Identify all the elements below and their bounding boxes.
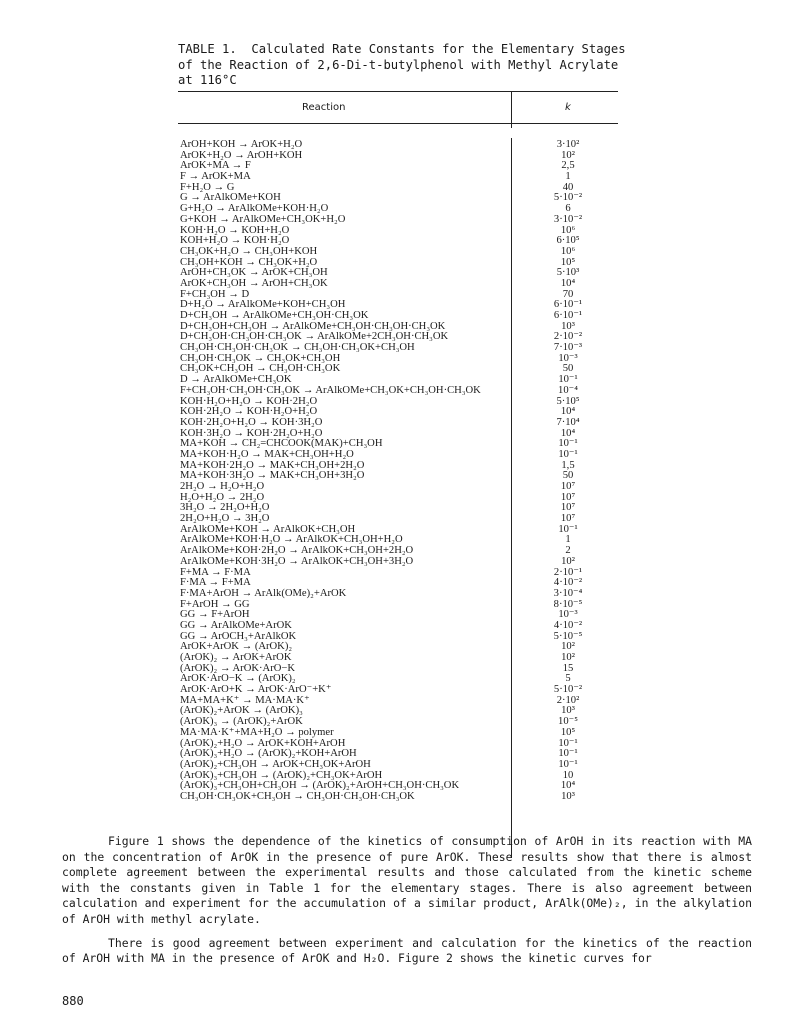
rate-constant-cell: 3·10² [556, 139, 580, 150]
table-caption: TABLE 1. Calculated Rate Constants for the Elementary Stages of the Reaction of 2,6-Di-t-butylphenol with Methyl Acrylate at 116°C [178, 42, 626, 87]
rate-constant-cell: 10⁻¹ [558, 737, 578, 749]
rate-constant-cell: 10 [562, 769, 574, 781]
rate-constant-cell: 70 [562, 288, 574, 300]
reaction-cell: GG → F+ArOH [180, 609, 250, 621]
rate-constant-cell: 3·10⁻² [553, 213, 583, 225]
rate-constant-cell: 10⁷ [560, 513, 576, 525]
reaction-cell: KOH·H₂O+H₂O → KOH·2H₂O [180, 395, 318, 407]
rate-constant-cell: 6·10⁻¹ [553, 310, 583, 321]
reaction-cell: MA·MA·K⁺+MA+H₂O → polymer [180, 726, 334, 738]
reaction-cell: CH₃OK+H₂O → CH₃OH+KOH [180, 245, 318, 257]
reaction-cell: F·MA+ArOH → ArAlk(OMe)₂+ArOK [180, 587, 347, 599]
reaction-cell: MA+KOH·H₂O → MAK+CH₃OH+H₂O [180, 448, 354, 460]
reaction-cell: (ArOK)₂ → ArOK·ArO−K [180, 662, 295, 674]
reaction-cell: ArAlkOMe+KOH·3H₂O → ArAlkOK+CH₃OH+3H₂O [180, 555, 414, 567]
rate-constant-cell: 10⁴ [560, 406, 576, 418]
rate-constant-cell: 10⁴ [560, 427, 576, 439]
rate-constant-cell: 5·10⁻² [553, 192, 583, 204]
rate-constant-cell: 5·10⁵ [556, 395, 580, 407]
rate-constant-cell: 50 [562, 363, 574, 375]
rate-constant-cell: 3·10⁻⁴ [553, 587, 583, 599]
reaction-cell: 2H₂O+H₂O → 3H₂O [180, 513, 270, 525]
rate-constant-cell: 10⁷ [560, 481, 576, 492]
rate-constant-cell: 10⁵ [560, 256, 576, 268]
rate-constant-cell: 40 [562, 181, 574, 193]
rate-constant-cell: 10⁻⁵ [558, 716, 578, 728]
rate-constant-cell: 5·10⁻² [553, 684, 583, 696]
rate-constant-cell: 5·10³ [556, 267, 580, 279]
rate-constant-cell: 2,5 [561, 160, 575, 172]
reaction-cell: CH₃OH·CH₃OH·CH₃OK → CH₃OH·CH₃OK+CH₃OH [180, 342, 415, 354]
paragraph-2: There is good agreement between experiment and calculation for the kinetics of the reaction of ArOH with MA in the presence of ArOK and H₂O. Figure 2 shows the kinetic curves for [62, 935, 752, 966]
reaction-cell: ArOK+H₂O → ArOH+KOH [180, 149, 303, 161]
rate-constant-cell: 7·10⁴ [556, 416, 580, 428]
reaction-cell: GG → ArOCH₃+ArAlkOK [180, 630, 297, 642]
rate-constant-cell: 6 [565, 203, 571, 215]
rate-constant-cell: 10² [561, 652, 575, 663]
rate-constant-cell: 2 [565, 545, 571, 557]
rate-constant-cell: 5 [565, 673, 571, 685]
rate-constant-cell: 4·10⁻² [553, 619, 583, 631]
reaction-cell: F+ArOH → GG [180, 598, 250, 610]
rate-constant-cell: 5·10⁻⁵ [553, 630, 583, 642]
reaction-cell: ArOK+CH₃OH → ArOH+CH₃OK [180, 277, 328, 289]
reaction-cell: (ArOK)₂+H₂O → ArOK+KOH+ArOH [180, 737, 346, 749]
rate-constant-cell: 10³ [561, 705, 575, 717]
rate-constant-cell: 10⁻¹ [558, 523, 578, 535]
rate-constant-cell: 10⁴ [560, 277, 576, 289]
rate-constant-cell: 6·10⁻¹ [553, 299, 583, 311]
reaction-cell: ArAlkOMe+KOH → ArAlkOK+CH₃OH [180, 523, 356, 535]
reaction-cell: D+CH₃OH·CH₃OH·CH₃OK → ArAlkOMe+2CH₃OH·CH₃OK [180, 331, 449, 343]
reaction-cell: D+CH₃OH → ArAlkOMe+CH₃OH·CH₃OK [180, 310, 369, 321]
reaction-cell: ArOH+CH₃OK → ArOK+CH₃OH [180, 267, 328, 279]
rate-constant-cell: 2·10² [556, 694, 580, 706]
column-header-k: k [565, 102, 571, 113]
rate-constant-cell: 10⁶ [560, 245, 576, 257]
reaction-cell: CH₃OH·CH₃OK+CH₃OH → CH₃OH·CH₃OH·CH₃OK [180, 790, 415, 802]
rate-constant-cell: 10³ [561, 320, 575, 332]
reaction-cell: 2H₂O → H₂O+H₂O [180, 481, 265, 492]
reaction-cell: ArOK+MA → F [180, 160, 251, 172]
reaction-cell: (ArOK)₃+CH₃OH+CH₃OH → (ArOK)₂+ArOH+CH₃OH·CH₃OK [180, 780, 460, 792]
rate-constant-cell: 10⁻³ [558, 609, 578, 621]
table-header-rule [178, 123, 618, 124]
rate-constant-cell: 10² [561, 149, 575, 161]
rate-constant-cell: 10⁻¹ [558, 374, 578, 386]
reaction-cell: (ArOK)₂ → ArOK+ArOK [180, 652, 292, 663]
table-top-rule [178, 91, 618, 92]
rate-constant-cell: 15 [562, 662, 574, 674]
rate-constant-cell: 10⁻³ [558, 352, 578, 364]
rate-constant-cell: 10² [561, 555, 575, 567]
reaction-cell: (ArOK)₂+CH₃OH → ArOK+CH₃OK+ArOH [180, 758, 371, 770]
reaction-cell: KOH·2H₂O+H₂O → KOH·3H₂O [180, 416, 323, 428]
reaction-cell: H₂O+H₂O → 2H₂O [180, 491, 265, 503]
reaction-cell: F+CH₃OH·CH₃OH·CH₃OK → ArAlkOMe+CH₃OK+CH₃OH·CH₃OK [180, 384, 481, 396]
rate-constant-cell: 10⁵ [560, 726, 576, 738]
rate-constant-cell: 50 [562, 470, 574, 482]
rate-constant-cell: 10² [561, 641, 575, 653]
reaction-cell: 3H₂O → 2H₂O+H₂O [180, 502, 270, 514]
rate-constant-cell: 10⁻¹ [558, 758, 578, 770]
reaction-cell: MA+KOH·3H₂O → MAK+CH₃OH+3H₂O [180, 470, 365, 482]
rate-constant-cell: 1 [565, 534, 571, 546]
page-number: 880 [62, 994, 84, 1008]
reaction-cell: KOH·2H₂O → KOH·H₂O+H₂O [180, 406, 318, 418]
reaction-cell: ArAlkOMe+KOH·H₂O → ArAlkOK+CH₃OH+H₂O [180, 534, 403, 546]
reaction-cell: D → ArAlkOMe+CH₃OK [180, 374, 292, 386]
reaction-cell: D+CH₃OH+CH₃OH → ArAlkOMe+CH₃OH·CH₃OH·CH₃OK [180, 320, 446, 332]
rate-constant-cell: 7·10⁻³ [553, 342, 583, 354]
rate-constant-cell: 10⁴ [560, 780, 576, 792]
rate-constant-column [530, 140, 606, 803]
reaction-cell: (ArOK)₂+ArOK → (ArOK)₃ [180, 705, 303, 717]
reaction-cell: D+H₂O → ArAlkOMe+KOH+CH₃OH [180, 299, 346, 311]
rate-constant-cell: 10⁻¹ [558, 448, 578, 460]
reaction-cell: ArOK·ArO+K → ArOK·ArO⁻+K⁺ [180, 684, 332, 696]
reaction-cell: ArOH+KOH → ArOK+H₂O [180, 139, 303, 150]
rate-constant-cell: 2·10⁻¹ [553, 566, 583, 578]
rate-constant-cell: 4·10⁻² [553, 577, 583, 589]
reaction-cell: KOH·H₂O → KOH+H₂O [180, 224, 290, 236]
rate-constant-cell: 10⁷ [560, 502, 576, 514]
reaction-cell: (ArOK)₃+H₂O → (ArOK)₂+KOH+ArOH [180, 748, 357, 760]
reaction-column [180, 140, 481, 803]
reaction-cell: MA+MA+K⁺ → MA·MA·K⁺ [180, 694, 310, 706]
reaction-cell: MA+KOH → CH₂=CHCOOK(MAK)+CH₃OH [180, 438, 383, 450]
rate-constant-cell: 6·10⁵ [556, 235, 580, 247]
reaction-cell: GG → ArAlkOMe+ArOK [180, 619, 292, 631]
table-column-divider [511, 92, 512, 128]
rate-constant-cell: 1,5 [561, 459, 575, 471]
rate-constant-cell: 8·10⁻⁵ [553, 598, 583, 610]
table-column-divider-lower [511, 138, 512, 858]
reaction-cell: CH₃OH+KOH → CH₃OK+H₂O [180, 256, 318, 268]
reaction-cell: G → ArAlkOMe+KOH [180, 192, 281, 204]
reaction-cell: F → ArOK+MA [180, 171, 251, 183]
reaction-cell: CH₃OH·CH₃OK → CH₃OK+CH₃OH [180, 352, 341, 364]
reaction-cell: (ArOK)₃+CH₃OH → (ArOK)₂+CH₃OK+ArOH [180, 769, 383, 781]
reaction-cell: F+MA → F·MA [180, 566, 251, 578]
rate-constant-cell: 10⁻¹ [558, 748, 578, 760]
rate-constant-cell: 10³ [561, 790, 575, 802]
reaction-cell: ArOK+ArOK → (ArOK)₂ [180, 641, 293, 653]
rate-constant-cell: 10⁻⁴ [558, 384, 578, 396]
column-header-reaction: Reaction [302, 102, 346, 113]
rate-constant-cell: 1 [565, 171, 571, 183]
reaction-cell: CH₃OK+CH₃OH → CH₃OH·CH₃OK [180, 363, 341, 375]
rate-constant-cell: 10⁷ [560, 491, 576, 503]
rate-constant-cell: 2·10⁻² [553, 331, 583, 343]
reaction-cell: F+H₂O → G [180, 181, 235, 193]
rate-constant-cell: 10⁻¹ [558, 438, 578, 450]
paragraph-1: Figure 1 shows the dependence of the kinetics of consumption of ArOH in its reaction with MA on the concentration of ArOK in the presence of pure ArOK. These results show that there is almost complete agreement between the experimental results and those calculated from the kinetic scheme with the constants given in Table 1 for the elementary stages. There is also agreement between calculation and experiment for the accumulation of a similar product, ArAlk(OMe)₂, in the alkylation of ArOH with methyl acrylate. [62, 834, 752, 926]
reaction-cell: (ArOK)₃ → (ArOK)₂+ArOK [180, 716, 303, 728]
reaction-cell: ArAlkOMe+KOH·2H₂O → ArAlkOK+CH₃OH+2H₂O [180, 545, 414, 557]
body-text [62, 834, 752, 967]
reaction-cell: F+CH₃OH → D [180, 288, 250, 300]
reaction-cell: ArOK·ArO−K → (ArOK)₂ [180, 673, 296, 685]
reaction-cell: F·MA → F+MA [180, 577, 251, 589]
rate-constant-cell: 10⁶ [560, 224, 576, 236]
reaction-cell: G+H₂O → ArAlkOMe+KOH·H₂O [180, 203, 329, 215]
reaction-cell: KOH+H₂O → KOH·H₂O [180, 235, 290, 247]
reaction-cell: G+KOH → ArAlkOMe+CH₃OK+H₂O [180, 213, 346, 225]
reaction-cell: MA+KOH·2H₂O → MAK+CH₃OH+2H₂O [180, 459, 365, 471]
reaction-cell: KOH·3H₂O → KOH·2H₂O+H₂O [180, 427, 323, 439]
